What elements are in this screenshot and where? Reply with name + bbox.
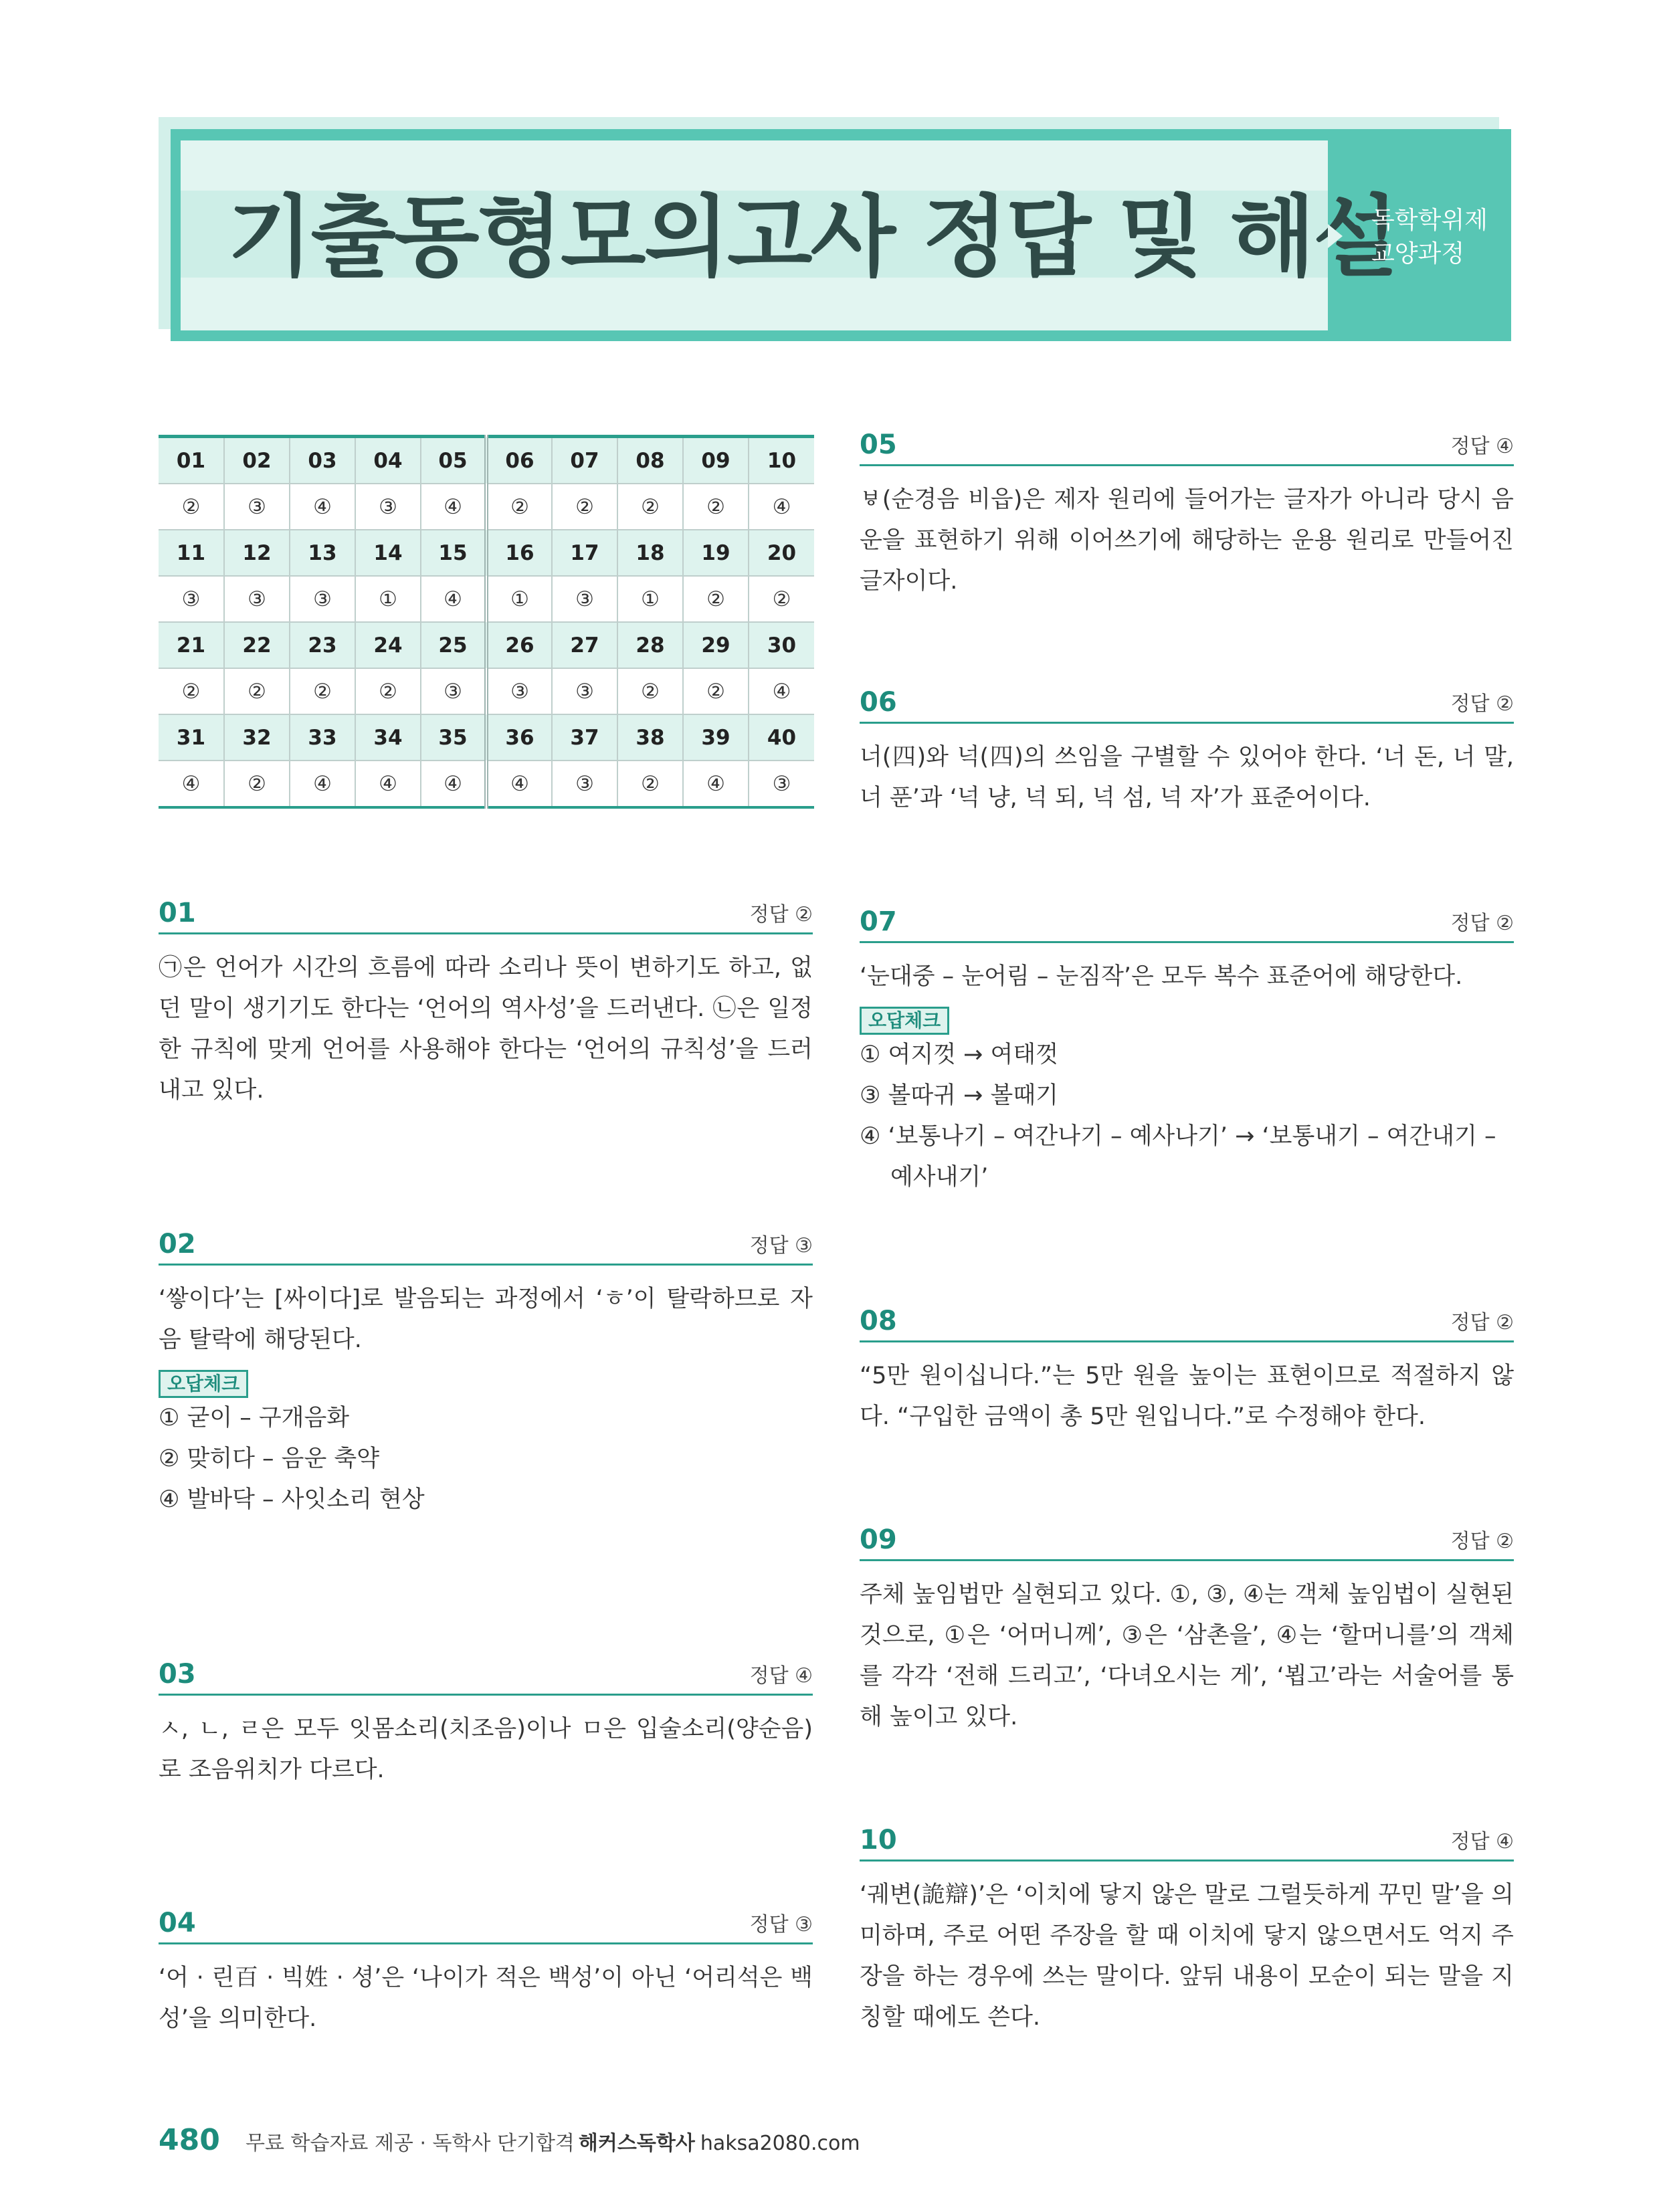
question-header — [159, 1227, 813, 1266]
question-number: 05 — [860, 429, 897, 460]
table-answer-cell: ② — [355, 668, 421, 714]
option-item: ① 여지껏 → 여태껏 — [860, 1041, 1058, 1068]
table-answer-cell: ③ — [355, 484, 421, 530]
table-answer-cell: ④ — [290, 761, 355, 807]
table-answer-cell: ② — [683, 484, 749, 530]
question-header — [860, 1523, 1514, 1561]
table-question-number: 02 — [224, 437, 290, 484]
table-question-number: 17 — [552, 530, 617, 576]
page-title: 기출동형모의고사 정답 및 해설 — [227, 186, 1397, 289]
question-number: 06 — [860, 687, 897, 718]
explanation-text: 너(四)와 넉(四)의 쓰임을 구별할 수 있어야 한다. ‘너 돈, 너 말, 너 푼’과 ‘넉 냥, 넉 되, 넉 섬, 넉 자’가 표준어이다. — [860, 744, 1514, 811]
question-06 — [860, 686, 1514, 819]
table-question-number: 14 — [355, 530, 421, 576]
wrong-answer-check-badge: 오답체크 — [159, 1370, 248, 1398]
answer-row — [159, 576, 814, 622]
correct-answer: 정답 ③ — [749, 1913, 813, 1936]
table-answer-cell: ③ — [552, 576, 617, 622]
table-answer-cell: ④ — [421, 761, 486, 807]
course-label-line1: 독학학위제 — [1371, 207, 1488, 234]
table-question-number: 20 — [749, 530, 814, 576]
table-question-number: 39 — [683, 714, 749, 761]
table-answer-cell: ② — [683, 576, 749, 622]
table-question-number: 10 — [749, 437, 814, 484]
table-answer-cell: ② — [290, 668, 355, 714]
page-footer — [159, 2120, 860, 2160]
explanation-text: ‘어 · 린百 · 빅姓 · 셩’은 ‘나이가 적은 백성’이 아닌 ‘어리석은 백성’을 의미한다. — [159, 1965, 813, 2032]
question-07 — [860, 905, 1514, 1198]
question-number: 09 — [860, 1524, 897, 1555]
explanation-text: ‘쌓이다’는 [싸이다]로 발음되는 과정에서 ‘ㅎ’이 탈락하므로 자음 탈락에 해당된다. — [159, 1286, 813, 1353]
table-question-number: 35 — [421, 714, 486, 761]
table-answer-cell: ① — [355, 576, 421, 622]
table-answer-cell: ④ — [355, 761, 421, 807]
question-header — [860, 1823, 1514, 1862]
table-question-number: 27 — [552, 622, 617, 668]
table-answer-cell: ② — [617, 484, 683, 530]
correct-answer: 정답 ③ — [749, 1234, 813, 1258]
correct-answer: 정답 ② — [1450, 692, 1514, 716]
page-number: 480 — [159, 2123, 220, 2157]
question-number: 03 — [159, 1659, 196, 1690]
correct-answer: 정답 ④ — [1450, 435, 1514, 458]
question-08 — [860, 1304, 1514, 1437]
table-question-number: 16 — [486, 530, 552, 576]
question-number-row — [159, 530, 814, 576]
table-question-number: 32 — [224, 714, 290, 761]
table-question-number: 08 — [617, 437, 683, 484]
option-item: ① 굳이 – 구개음화 — [159, 1405, 350, 1431]
header-arrow-icon — [1328, 224, 1343, 248]
explanation-text: 주체 높임법만 실현되고 있다. ①, ③, ④는 객체 높임법이 실현된 것으로, ①은 ‘어머니께’, ③은 ‘삼촌을’, ④는 ‘할머니를’의 객체를 각각 ‘전해 드리고’, ‘다녀오시는 게’, ‘뵙고’라는 서술어를 통해 높이고 있다. — [860, 1581, 1514, 1730]
correct-answer: 정답 ④ — [1450, 1830, 1514, 1853]
answer-row — [159, 761, 814, 807]
question-04 — [159, 1906, 813, 2039]
question-header — [159, 1906, 813, 1944]
question-number: 08 — [860, 1306, 897, 1336]
table-answer-cell: ③ — [224, 484, 290, 530]
question-number-row — [159, 714, 814, 761]
wrong-answer-check-badge: 오답체크 — [860, 1007, 949, 1035]
table-question-number: 29 — [683, 622, 749, 668]
table-answer-cell: ② — [552, 484, 617, 530]
table-answer-cell: ④ — [772, 679, 791, 704]
table-answer-cell: ② — [683, 668, 749, 714]
question-header — [860, 1304, 1514, 1342]
explanation-text: ‘궤변(詭辯)’은 ‘이치에 닿지 않은 말로 그럴듯하게 꾸민 말’을 의미하며, 주로 어떤 주장을 할 때 이치에 닿지 않으면서도 억지 주장을 하는 경우에 쓰는 말이다. 앞뒤 내용이 모순이 되는 말을 지칭할 때에도 쓴다. — [860, 1882, 1514, 2031]
table-question-number: 22 — [224, 622, 290, 668]
table-question-number: 18 — [617, 530, 683, 576]
question-header — [159, 1657, 813, 1696]
explanation-text: ㅸ(순경음 비읍)은 제자 원리에 들어가는 글자가 아니라 당시 음운을 표현하기 위해 이어쓰기에 해당하는 운용 원리로 만들어진 글자이다. — [860, 486, 1514, 595]
question-header — [860, 686, 1514, 724]
table-answer-cell: ① — [617, 576, 683, 622]
correct-answer: 정답 ② — [1450, 1311, 1514, 1334]
explanation-text: “5만 원이십니다.”는 5만 원을 높이는 표현이므로 적절하지 않다. “구입한 금액이 총 5만 원입니다.”로 수정해야 한다. — [860, 1363, 1514, 1430]
table-question-number: 38 — [617, 714, 683, 761]
question-number: 04 — [159, 1908, 196, 1938]
table-answer-cell: ② — [224, 761, 290, 807]
table-question-number: 06 — [486, 437, 552, 484]
question-number: 02 — [159, 1229, 196, 1260]
course-label-line2: 교양과정 — [1371, 240, 1465, 268]
correct-answer: 정답 ② — [1450, 912, 1514, 935]
table-question-number: 26 — [486, 622, 552, 668]
course-label — [1371, 204, 1488, 271]
answer-row — [159, 484, 814, 530]
table-question-number: 11 — [159, 530, 224, 576]
option-item: ④ ‘보통나기 – 여간나기 – 예사나기’ → ‘보통내기 – 여간내기 – 예사내기’ — [860, 1123, 1496, 1191]
question-01 — [159, 896, 813, 1111]
table-answer-cell: ③ — [772, 771, 791, 796]
table-answer-cell: ④ — [772, 494, 791, 519]
question-number: 10 — [860, 1825, 897, 1855]
table-answer-cell: ② — [617, 668, 683, 714]
table-answer-cell: ④ — [290, 484, 355, 530]
option-item: ③ 볼따귀 → 볼때기 — [860, 1082, 1058, 1109]
correct-answer: 정답 ② — [1450, 1530, 1514, 1553]
table-answer-cell: ③ — [552, 668, 617, 714]
table-question-number: 40 — [749, 714, 814, 761]
table-answer-cell: ② — [159, 668, 224, 714]
table-answer-cell: ② — [159, 484, 224, 530]
table-question-number: 25 — [421, 622, 486, 668]
table-question-number: 19 — [683, 530, 749, 576]
explanation-text: ㉠은 언어가 시간의 흐름에 따라 소리나 뜻이 변하기도 하고, 없던 말이 생기기도 한다는 ‘언어의 역사성’을 드러낸다. ㉡은 일정한 규칙에 맞게 언어를 사용해야 한다는 ‘언어의 규칙성’을 드러내고 있다. — [159, 954, 813, 1104]
table-answer-cell: ④ — [421, 576, 486, 622]
table-question-number: 30 — [749, 622, 814, 668]
table-question-number: 07 — [552, 437, 617, 484]
answer-table — [159, 435, 814, 809]
question-number: 01 — [159, 898, 196, 928]
question-02 — [159, 1227, 813, 1520]
table-answer-cell: ④ — [683, 761, 749, 807]
table-question-number: 01 — [159, 437, 224, 484]
table-question-number: 15 — [421, 530, 486, 576]
table-question-number: 09 — [683, 437, 749, 484]
table-question-number: 31 — [159, 714, 224, 761]
table-question-number: 23 — [290, 622, 355, 668]
table-question-number: 03 — [290, 437, 355, 484]
table-answer-cell: ④ — [159, 761, 224, 807]
table-question-number: 28 — [617, 622, 683, 668]
table-answer-cell: ③ — [552, 761, 617, 807]
table-answer-cell: ③ — [290, 576, 355, 622]
footer-text: 무료 학습자료 제공 · 독학사 단기합격 — [246, 2132, 575, 2155]
option-item: ② 맞히다 – 음운 축약 — [159, 1445, 380, 1472]
table-question-number: 12 — [224, 530, 290, 576]
table-question-number: 33 — [290, 714, 355, 761]
question-05 — [860, 428, 1514, 602]
question-number: 07 — [860, 906, 897, 937]
table-question-number: 04 — [355, 437, 421, 484]
table-answer-cell: ② — [486, 484, 552, 530]
correct-answer: 정답 ② — [749, 903, 813, 926]
question-header — [860, 428, 1514, 466]
table-question-number: 36 — [486, 714, 552, 761]
question-number-row — [159, 437, 814, 484]
correct-answer: 정답 ④ — [749, 1664, 813, 1688]
table-question-number: 34 — [355, 714, 421, 761]
table-answer-cell: ④ — [486, 761, 552, 807]
table-question-number: 24 — [355, 622, 421, 668]
table-answer-cell: ③ — [159, 576, 224, 622]
table-question-number: 05 — [421, 437, 486, 484]
table-question-number: 13 — [290, 530, 355, 576]
table-question-number: 21 — [159, 622, 224, 668]
table-answer-cell: ② — [617, 761, 683, 807]
table-answer-cell: ③ — [486, 668, 552, 714]
explanation-text: ㅅ, ㄴ, ㄹ은 모두 잇몸소리(치조음)이나 ㅁ은 입술소리(양순음)로 조음위치가 다르다. — [159, 1716, 813, 1783]
answer-row — [159, 668, 814, 714]
question-header — [860, 905, 1514, 943]
footer-url[interactable]: haksa2080.com — [700, 2132, 860, 2155]
table-answer-cell: ② — [224, 668, 290, 714]
table-answer-cell: ③ — [421, 668, 486, 714]
explanation-text: ‘눈대중 – 눈어림 – 눈짐작’은 모두 복수 표준어에 해당한다. — [860, 963, 1463, 990]
table-answer-cell: ③ — [224, 576, 290, 622]
question-10 — [860, 1823, 1514, 2038]
table-question-number: 37 — [552, 714, 617, 761]
question-header — [159, 896, 813, 934]
table-answer-cell: ④ — [421, 484, 486, 530]
question-03 — [159, 1657, 813, 1791]
question-number-row — [159, 622, 814, 668]
question-09 — [860, 1523, 1514, 1738]
footer-brand: 해커스독학사 — [578, 2132, 695, 2155]
table-answer-cell: ① — [486, 576, 552, 622]
table-answer-cell: ② — [772, 587, 791, 611]
option-item: ④ 발바닥 – 사잇소리 현상 — [159, 1486, 425, 1513]
